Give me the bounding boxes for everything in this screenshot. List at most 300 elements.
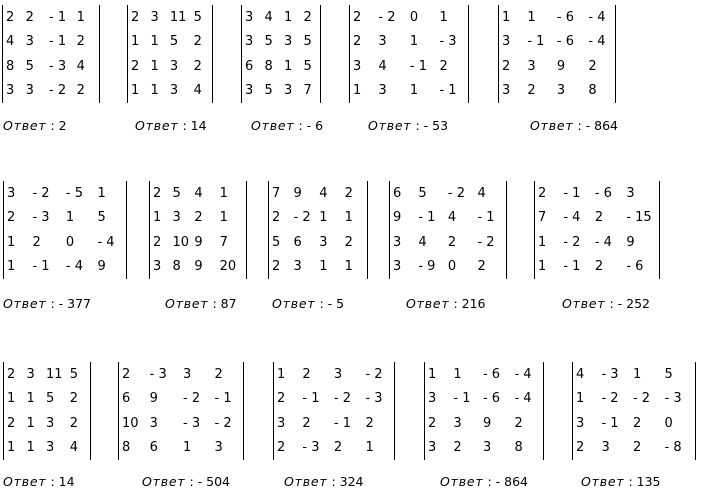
matrix-cell: 1 (131, 34, 140, 50)
matrix-cell: 1 (319, 210, 328, 226)
matrix-cell: - 1 (453, 391, 471, 407)
matrix-cell: - 1 (49, 34, 67, 50)
matrix-cell: - 2 (32, 185, 50, 201)
matrix-cell: 9 (482, 415, 492, 431)
matrix-cell: 8 (172, 259, 181, 275)
matrix-cell: - 2 (563, 234, 581, 250)
matrix-cell: 2 (594, 259, 604, 275)
matrix-cell: 3 (393, 259, 402, 275)
answer-label: Ответ (165, 296, 209, 311)
matrix-cell: 3 (319, 234, 328, 250)
matrix-cell: 1 (538, 259, 547, 275)
matrix-row (119, 362, 243, 387)
matrix-cell: 3 (169, 58, 179, 74)
matrix-cell: 1 (428, 366, 437, 382)
matrix-cell: 20 (219, 259, 237, 275)
matrix-row (119, 436, 243, 461)
matrix-grid (535, 181, 659, 279)
answer-colon: : (185, 474, 198, 489)
matrix-grid (128, 5, 212, 103)
matrix-cell: 2 (588, 58, 597, 74)
matrix-row (4, 387, 90, 412)
matrix-cell: 1 (153, 210, 162, 226)
matrix-cell: 1 (7, 391, 16, 407)
matrix-cell: 2 (514, 415, 523, 431)
matrix-cell: - 1 (302, 391, 320, 407)
matrix-cell: 8 (6, 58, 15, 74)
matrix-cell: 8 (514, 440, 523, 456)
matrix-cell: - 1 (439, 83, 457, 99)
matrix-cell: 3 (527, 58, 536, 74)
matrix-cell: 7 (272, 185, 281, 201)
matrix-cell: 1 (576, 391, 585, 407)
matrix-cell: 1 (344, 210, 353, 226)
matrix-row (573, 362, 695, 387)
matrix-row (242, 79, 320, 104)
matrix-row (3, 5, 99, 30)
determinant-matrix (3, 181, 127, 279)
matrix-cell: 2 (538, 185, 547, 201)
matrix-row (128, 54, 212, 79)
matrix-row (269, 181, 367, 206)
matrix-cell: 3 (153, 259, 162, 275)
matrix-cell: 5 (303, 34, 312, 50)
matrix-cell: 1 (538, 234, 547, 250)
matrix-cell: 1 (453, 366, 462, 382)
matrix-cell: 3 (183, 366, 192, 382)
answer-line (284, 474, 364, 489)
matrix-cell: 2 (277, 391, 286, 407)
matrix-cell: - 1 (409, 58, 427, 74)
matrix-cell: 2 (576, 440, 585, 456)
matrix-cell: 4 (194, 185, 203, 201)
matrix-row (499, 79, 615, 104)
answer-line (165, 296, 237, 311)
matrix-cell: 3 (502, 34, 511, 50)
matrix-cell: - 4 (514, 366, 532, 382)
matrix-cell: 2 (153, 234, 162, 250)
matrix-row (499, 5, 615, 30)
matrix-cell: 1 (439, 9, 448, 25)
matrix-cell: 1 (7, 234, 16, 250)
determinant-matrix (424, 362, 544, 460)
matrix-row (535, 230, 659, 255)
matrix-row (499, 54, 615, 79)
matrix-grid (350, 5, 468, 103)
matrix-grid (425, 362, 543, 460)
matrix-row (390, 181, 506, 206)
matrix-cell: - 3 (49, 58, 67, 74)
matrix-row (573, 436, 695, 461)
matrix-grid (119, 362, 243, 460)
matrix-cell: 11 (169, 9, 187, 25)
matrix-row (274, 387, 394, 412)
matrix-cell: 2 (193, 34, 202, 50)
matrix-cell: 2 (428, 415, 437, 431)
matrix-cell: 2 (25, 9, 34, 25)
matrix-row (128, 5, 212, 30)
answer-value: - 6 (306, 118, 324, 133)
matrix-row (3, 54, 99, 79)
matrix-cell: 3 (45, 440, 55, 456)
answer-line (3, 118, 67, 133)
matrix-cell: - 6 (594, 185, 612, 201)
matrix-row (150, 181, 246, 206)
determinant-matrix (2, 5, 100, 103)
matrix-row (350, 5, 468, 30)
matrix-cell: - 1 (601, 415, 619, 431)
matrix-row (425, 436, 543, 461)
matrix-row (3, 30, 99, 55)
matrix-cell: 5 (25, 58, 34, 74)
answer-value: - 5 (327, 296, 345, 311)
matrix-cell: 5 (193, 9, 202, 25)
answer-line (3, 474, 75, 489)
matrix-row (4, 230, 126, 255)
matrix-cell: 2 (214, 366, 223, 382)
matrix-cell: - 6 (556, 34, 575, 50)
matrix-grid (390, 181, 506, 279)
answer-line (562, 296, 650, 311)
matrix-cell: 5 (272, 234, 281, 250)
answer-line (368, 118, 448, 133)
answer-label: Ответ (530, 118, 574, 133)
matrix-grid (4, 362, 90, 460)
matrix-row (150, 255, 246, 280)
matrix-cell: 1 (7, 259, 16, 275)
matrix-row (269, 206, 367, 231)
answer-line (440, 474, 528, 489)
answer-value: - 53 (423, 118, 449, 133)
determinant-matrix (389, 181, 507, 279)
matrix-cell: 1 (632, 366, 642, 382)
matrix-row (535, 181, 659, 206)
matrix-cell: 3 (245, 83, 254, 99)
matrix-cell: 1 (150, 34, 159, 50)
matrix-row (3, 79, 99, 104)
matrix-cell: 4 (477, 185, 486, 201)
matrix-cell: - 3 (601, 366, 619, 382)
matrix-cell: 2 (353, 34, 362, 50)
matrix-cell: 9 (194, 234, 203, 250)
answer-value: - 377 (58, 296, 91, 311)
matrix-cell: - 2 (601, 391, 619, 407)
answer-value: 216 (461, 296, 486, 311)
matrix-row (4, 206, 126, 231)
matrix-cell: 2 (76, 83, 85, 99)
matrix-cell: - 2 (477, 234, 495, 250)
matrix-cell: 3 (626, 185, 635, 201)
matrix-cell: 2 (365, 415, 374, 431)
matrix-grid (4, 181, 126, 279)
matrix-cell: 2 (302, 366, 311, 382)
answer-colon: : (449, 296, 462, 311)
answer-label: Ответ (251, 118, 295, 133)
answer-label: Ответ (284, 474, 328, 489)
answer-label: Ответ (135, 118, 179, 133)
matrix-cell: 5 (172, 185, 181, 201)
matrix-cell: - 1 (214, 391, 232, 407)
matrix-cell: 1 (219, 210, 228, 226)
matrix-grid (573, 362, 695, 460)
matrix-cell: 2 (7, 366, 16, 382)
matrix-cell: 3 (502, 83, 511, 99)
matrix-cell: - 1 (477, 210, 495, 226)
matrix-cell: 3 (245, 34, 254, 50)
matrix-cell: 7 (538, 210, 547, 226)
matrix-cell: - 4 (563, 210, 581, 226)
matrix-row (573, 387, 695, 412)
determinant-matrix (268, 181, 368, 279)
answer-colon: : (624, 474, 637, 489)
matrix-cell: 2 (594, 210, 604, 226)
matrix-cell: - 4 (65, 259, 84, 275)
answer-value: - 252 (617, 296, 650, 311)
matrix-row (150, 230, 246, 255)
matrix-cell: 5 (264, 34, 273, 50)
matrix-cell: 4 (193, 83, 202, 99)
answer-colon: : (294, 118, 307, 133)
matrix-cell: 3 (293, 259, 302, 275)
matrix-cell: - 2 (214, 415, 232, 431)
matrix-row (269, 230, 367, 255)
matrix-cell: 4 (378, 58, 387, 74)
matrix-cell: 2 (194, 210, 203, 226)
matrix-cell: 3 (428, 440, 437, 456)
matrix-row (269, 255, 367, 280)
matrix-cell: - 3 (183, 415, 201, 431)
answer-colon: : (573, 118, 586, 133)
determinant-matrix (118, 362, 244, 460)
matrix-cell: 4 (6, 34, 15, 50)
matrix-cell: 5 (45, 391, 55, 407)
matrix-row (242, 30, 320, 55)
matrix-row (350, 30, 468, 55)
matrix-cell: 4 (418, 234, 427, 250)
matrix-cell: 1 (7, 440, 16, 456)
answer-value: 135 (636, 474, 661, 489)
matrix-cell: 3 (576, 415, 585, 431)
matrix-cell: - 6 (482, 391, 501, 407)
answer-label: Ответ (440, 474, 484, 489)
matrix-cell: 5 (97, 210, 106, 226)
matrix-cell: 3 (428, 391, 437, 407)
matrix-cell: 5 (418, 185, 427, 201)
determinant-matrix (534, 181, 660, 279)
matrix-row (4, 411, 90, 436)
matrix-cell: 3 (25, 83, 34, 99)
answer-colon: : (178, 118, 191, 133)
matrix-cell: 3 (150, 9, 159, 25)
answer-colon: : (327, 474, 340, 489)
answer-value: - 504 (197, 474, 230, 489)
matrix-cell: 3 (169, 83, 179, 99)
matrix-cell: 1 (353, 83, 362, 99)
matrix-cell: 2 (7, 415, 16, 431)
answer-label: Ответ (368, 118, 412, 133)
matrix-cell: 0 (447, 259, 457, 275)
determinant-matrix (127, 5, 213, 103)
matrix-row (499, 30, 615, 55)
matrix-cell: 2 (333, 440, 343, 456)
answer-line (142, 474, 230, 489)
answer-value: 87 (220, 296, 237, 311)
answer-label: Ответ (406, 296, 450, 311)
matrix-cell: 2 (527, 83, 536, 99)
matrix-cell: - 6 (482, 366, 501, 382)
matrix-cell: 3 (245, 9, 254, 25)
matrix-cell: 2 (131, 9, 140, 25)
matrix-row (150, 206, 246, 231)
matrix-cell: 2 (7, 210, 16, 226)
matrix-cell: 1 (76, 9, 85, 25)
matrix-row (4, 181, 126, 206)
matrix-cell: 3 (277, 415, 286, 431)
matrix-cell: 3 (25, 34, 34, 50)
matrix-cell: 6 (122, 391, 131, 407)
matrix-row (425, 387, 543, 412)
matrix-cell: 5 (169, 34, 179, 50)
matrix-cell: 2 (277, 440, 286, 456)
matrix-grid (269, 181, 367, 279)
answer-label: Ответ (562, 296, 606, 311)
matrix-cell: - 4 (514, 391, 532, 407)
matrix-cell: 1 (319, 259, 328, 275)
matrix-cell: 1 (26, 391, 35, 407)
matrix-cell: 1 (219, 185, 228, 201)
matrix-cell: 1 (284, 58, 293, 74)
answer-label: Ответ (272, 296, 316, 311)
matrix-cell: 1 (150, 83, 159, 99)
matrix-cell: 1 (26, 440, 35, 456)
matrix-cell: 2 (122, 366, 131, 382)
matrix-cell: - 2 (632, 391, 651, 407)
matrix-cell: 2 (131, 58, 140, 74)
matrix-cell: - 1 (32, 259, 50, 275)
matrix-cell: 2 (69, 391, 78, 407)
matrix-cell: 2 (193, 58, 202, 74)
matrix-cell: 1 (277, 366, 286, 382)
matrix-cell: 1 (131, 83, 140, 99)
matrix-cell: 6 (149, 440, 158, 456)
matrix-cell: 4 (76, 58, 85, 74)
matrix-cell: 4 (447, 210, 457, 226)
matrix-row (390, 206, 506, 231)
matrix-cell: 9 (393, 210, 402, 226)
matrix-cell: 3 (393, 234, 402, 250)
matrix-cell: 9 (194, 259, 203, 275)
answer-label: Ответ (3, 296, 47, 311)
matrix-cell: 3 (482, 440, 492, 456)
matrix-cell: 2 (6, 9, 15, 25)
answer-value: 2 (58, 118, 67, 133)
matrix-cell: 4 (69, 440, 78, 456)
matrix-cell: 4 (319, 185, 328, 201)
determinant-matrix (273, 362, 395, 460)
matrix-grid (3, 5, 99, 103)
answer-line (530, 118, 618, 133)
matrix-grid (274, 362, 394, 460)
answer-value: 14 (58, 474, 75, 489)
matrix-cell: 3 (333, 366, 343, 382)
matrix-cell: 2 (453, 440, 462, 456)
determinant-matrix (349, 5, 469, 103)
matrix-cell: - 2 (447, 185, 466, 201)
matrix-cell: 3 (378, 34, 387, 50)
answer-colon: : (483, 474, 496, 489)
matrix-cell: - 2 (49, 83, 67, 99)
matrix-cell: - 6 (626, 259, 644, 275)
matrix-cell: 2 (502, 58, 511, 74)
matrix-cell: - 1 (527, 34, 545, 50)
answer-line (581, 474, 661, 489)
matrix-cell: - 4 (594, 234, 612, 250)
matrix-row (128, 79, 212, 104)
matrix-cell: 4 (264, 9, 273, 25)
matrix-cell: 3 (378, 83, 387, 99)
matrix-cell: 6 (393, 185, 402, 201)
matrix-cell: - 3 (664, 391, 682, 407)
matrix-cell: - 9 (418, 259, 436, 275)
matrix-cell: 2 (303, 9, 312, 25)
determinant-matrix (241, 5, 321, 103)
matrix-row (4, 255, 126, 280)
matrix-cell: 3 (7, 185, 16, 201)
matrix-cell: 1 (183, 440, 192, 456)
matrix-cell: 1 (527, 9, 536, 25)
matrix-cell: - 4 (588, 34, 606, 50)
matrix-row (350, 79, 468, 104)
matrix-grid (242, 5, 320, 103)
answer-line (3, 296, 91, 311)
determinant-matrix (498, 5, 616, 103)
matrix-cell: 1 (150, 58, 159, 74)
matrix-cell: 9 (97, 259, 106, 275)
answer-colon: : (208, 296, 221, 311)
matrix-cell: - 4 (97, 234, 115, 250)
matrix-cell: 2 (302, 415, 311, 431)
determinant-matrix (149, 181, 247, 279)
matrix-cell: 3 (26, 366, 35, 382)
matrix-cell: - 2 (365, 366, 383, 382)
answer-line (135, 118, 207, 133)
answer-colon: : (411, 118, 424, 133)
matrix-row (390, 255, 506, 280)
matrix-cell: - 15 (626, 210, 652, 226)
matrix-cell: - 3 (149, 366, 167, 382)
matrix-cell: - 1 (418, 210, 436, 226)
matrix-row (119, 387, 243, 412)
matrix-cell: 1 (365, 440, 374, 456)
matrix-cell: - 3 (302, 440, 320, 456)
matrix-cell: 2 (632, 440, 642, 456)
matrix-row (390, 230, 506, 255)
matrix-cell: 1 (97, 185, 106, 201)
matrix-cell: 2 (447, 234, 457, 250)
matrix-cell: 1 (409, 34, 419, 50)
matrix-cell: 3 (601, 440, 610, 456)
matrix-cell: - 3 (439, 34, 457, 50)
matrix-cell: 0 (409, 9, 419, 25)
matrix-cell: 3 (172, 210, 181, 226)
matrix-cell: 1 (284, 9, 293, 25)
matrix-cell: 10 (122, 415, 139, 431)
matrix-cell: 3 (45, 415, 55, 431)
answer-value: - 864 (585, 118, 618, 133)
matrix-cell: 4 (576, 366, 585, 382)
matrix-cell: 3 (353, 58, 362, 74)
matrix-cell: - 2 (293, 210, 311, 226)
